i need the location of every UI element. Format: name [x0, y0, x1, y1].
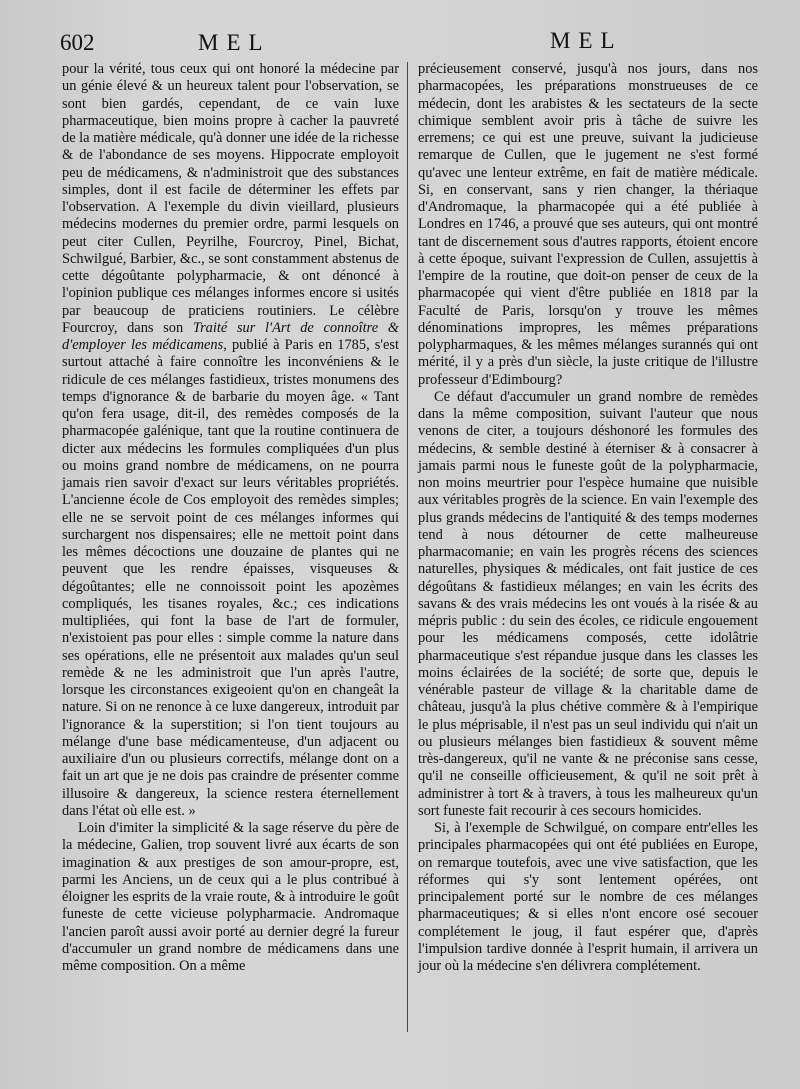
right-paragraph-2: Ce défaut d'accumuler un grand nombre de remèdes dans la même composition, suivant l'auteur que nous venons de citer, a toujours déshonoré les formules des médecins, & semble destiné à éterniser & à consacrer à jamais parmi nous le funeste goût de la polypharmacie, non moins meurtrier pour l'espèce humaine que nuisible aux véritables progrès de la science. En vain l'exemple des plus grands médecins de l'antiquité & des temps modernes tend à nous détourner de cette malheureuse pharmacomanie; en vain les progrès récens des sciences naturelles, physiques & médicales, ont fait justice de ces dégoûtans & fastidieux mélanges; en vain les écrits des savans & des vrais médecins les ont voués à la risée & au mépris public : du sein des écoles, ce ridicule engouement pour les médicamens composés, cette idolâtrie pharmaceutique s'est répandue jusque dans les classes les moins éclairées de la société; de sorte que, depuis le vénérable pasteur de village & la charitable dame de château, jusqu'à la plus chétive commère & à l'empirique le plus méprisable, il n'est pas un seul individu qui n'ait un ou plusieurs mélanges bien fastidieux & souvent même très-dangereux, qu'il ne vante & ne préconise sans cesse, qu'il ne conseille officieusement, & qu'il ne soit prêt à administrer à tort & à travers, à tous les malheureux qu'un sort funeste fait recourir à ces secours homicides. [418, 388, 758, 819]
running-head-left: MEL [198, 30, 271, 55]
column-divider [407, 62, 408, 1032]
right-paragraph-3: Si, à l'exemple de Schwilgué, on compare entr'elles les principales pharmacopées qui ont été publiées en Europe, on remarque toutefois, avec une vive satisfaction, que les réformes qui s'y sont lentement opérées, ont principalement porté sur le nombre de ces mélanges pharmaceutiques; & si elles n'ont encore osé secouer complétement le joug, il faut espérer que, d'après l'impulsion tardive donnée à l'esprit humain, il arrivera un jour où la médecine s'en délivrera complétement. [418, 820, 758, 974]
right-paragraph-1: précieusement conservé, jusqu'à nos jours, dans nos pharmacopées, les préparations monstrueuses de ce médecin, dont les arabistes & les sectateurs de la secte chimique semblent avoir pris à tâche de suivre les erremens; ce qui est une preuve, suivant la judicieuse remarque de Cullen, que le jugement ne s'est formé qu'avec une lenteur extrême, en fait de matière médicale. Si, en conservant, sans y rien changer, la thériaque d'Andromaque, la pharmacopée qui a été publiée à Londres en 1746, a prouvé que ses auteurs, qui ont montré tant de discernement sous d'autres rapports, étoient encore à cette époque, suivant l'expression de Cullen, assujettis à l'empire de la routine, que doit-on penser de ceux de la pharmacopée qui vient d'être publiée en 1818 par la Faculté de Paris, lorsqu'on y trouve les mêmes dénominations impropres, les mêmes préparations polypharmaques, & les mêmes mélanges surannés qui ont mérité, il y a près d'un siècle, la juste critique de l'illustre professeur d'Edimbourg? [418, 61, 758, 388]
page-header [60, 26, 740, 60]
left-column [62, 61, 399, 975]
left-p1-text-a: pour la vérité, tous ceux qui ont honoré la médecine par un génie élevé & un heureux talent pour l'observation, se sont bien gardés, cependant, de ce vain luxe pharmaceutique, bien moins propre à cacher la pauvreté de la matière médicale, qu'à donner une idée de la richesse & de l'abondance de ses moyens. Hippocrate employoit peu de médicamens, & n'administroit que des substances simples, dont il est facile de déterminer les effets par l'observation. A l'exemple du divin vieillard, plusieurs médecins modernes du premier ordre, parmi lesquels on peut citer Cullen, Peyrilhe, Fourcroy, Pinel, Bichat, Schwilgué, Barbier, &c., se sont constamment abstenus de cette dégoûtante polypharmacie, & ont dénoncé à l'opinion publique ces mélanges informes encore si usités par beaucoup de praticiens routiniers. Le célèbre Fourcroy, dans son [62, 61, 400, 336]
right-column [418, 61, 758, 975]
running-head-right: MEL [550, 28, 623, 53]
book-title: Traité sur l'Art de connoître & d'employer les médicamens [62, 319, 399, 353]
left-p1-text-b: , publié à Paris en 1785, s'est surtout attaché à faire connoître les inconvéniens & le ridicule de ces mélanges fastidieux, tristes monumens des temps d'ignorance & de barbarie du moyen âge. « Tant qu'on fera usage, dit-il, des remèdes composés de la pharmacopée galénique, tant que la routine continuera de dicter aux médecins les formules compliquées d'un plus ou moins grand nombre de médicamens, on ne pourra jamais rien savoir d'exact sur leurs véritables propriétés. L'ancienne école de Cos employoit des remèdes simples; elle ne se servoit point de ces mélanges informes qui surchargent nos dispensaires; elle ne mettoit point dans les mêmes décoctions une douzaine de plantes qui ne peuvent que les rendre épaisses, visqueuses & dégoûtantes; elle ne connoissoit point les apozèmes compliqués, les tisanes royales, &c.; ces indications multipliées, qui font la base de l'art de formuler, n'existoient pas pour elles : simple comme la nature dans ses opérations, elle ne présentoit aux malades qu'un seul remède & ne les administroit que l'un après l'autre, lorsque les circonstances exigeoient qu'on en changeât la nature. Si on ne renonce à ce luxe dangereux, introduit par l'ignorance & la superstition; si l'on tient toujours au mélange d'une base médicamenteuse, d'un adjacent ou auxiliaire d'un ou plusieurs correctifs, mélange dont on a fait un art que je ne dois pas craindre de présenter comme illusoire & dangereux, la science restera éternellement dans l'état où elle est. » [62, 337, 399, 819]
page-number: 602 [60, 30, 95, 55]
left-paragraph-2: Loin d'imiter la simplicité & la sage réserve du père de la médecine, Galien, trop souvent livré aux écarts de son imagination & aux prestiges de son amour-propre, est, parmi les Anciens, un de ceux qui a le plus contribué à éloigner les esprits de la vraie route, & à introduire le goût funeste de cette vicieuse polypharmacie. Andromaque l'ancien paroît aussi avoir porté au dernier degré la fureur d'accumuler un grand nombre de médicamens dans une même composition. On a même [62, 820, 399, 974]
left-paragraph-1 [62, 61, 399, 820]
